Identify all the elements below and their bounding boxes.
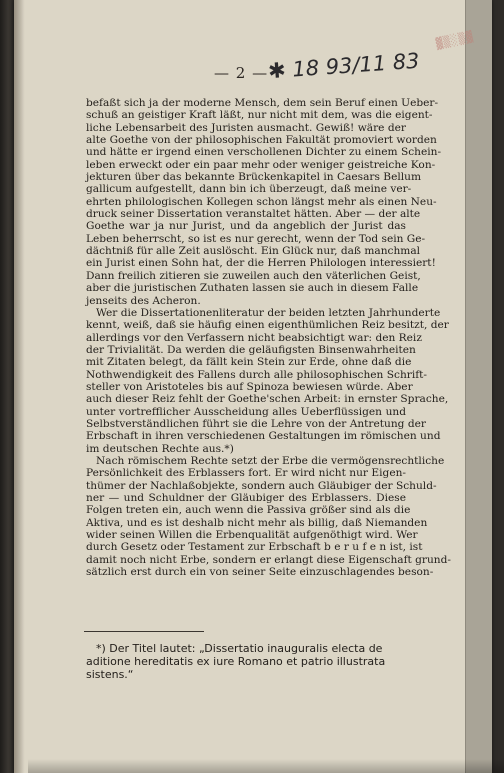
text-line: der Trivialität. Da werden die geläufigsten Binsenwahrheiten	[86, 343, 416, 356]
text-line: alte Goethe von der philosophischen Fakultät promoviert worden	[86, 134, 437, 147]
paragraph-2	[86, 306, 449, 455]
footnote-divider	[84, 631, 204, 632]
text-line: mit Zitaten belegt, da fällt kein Stein zur Erde, ohne daß die	[86, 356, 412, 369]
text-line: befaßt sich ja der moderne Mensch, dem sein Beruf einen Ueber-	[86, 97, 439, 109]
handwritten-annotation: ✱ 18 93/11 83	[267, 48, 421, 84]
adjacent-page-edge	[465, 0, 492, 773]
text-line: Nach römischem Rechte setzt der Erbe die vermögensrechtliche	[96, 454, 445, 467]
footnote-line: *) Der Titel lautet: „Dissertatio inauguralis electa de	[96, 642, 383, 655]
text-line: und hätte er irgend einen verschollenen Dichter zu einem Schein-	[86, 146, 442, 159]
text-line: Nothwendigkeit des Fallens durch alle philosophischen Schrift-	[86, 368, 427, 381]
text-line: Aktiva, und es ist deshalb nicht mehr als billig, daß Niemanden	[86, 516, 428, 529]
text-line: aber die juristischen Zuthaten lassen sie auch in diesem Falle	[86, 282, 419, 295]
text-line: Erbschaft in ihren verschiedenen Gestaltungen im römischen und	[86, 430, 441, 443]
page-number: — 2 —	[214, 64, 269, 82]
text-line: gallicum aufgestellt, dann bin ich überzeugt, daß meine ver-	[86, 183, 412, 196]
paragraph-3	[86, 454, 451, 579]
text-line: ner — und Schuldner der Gläubiger des Erblassers. Diese	[86, 492, 406, 504]
text-line: dächtniß für alle Zeit auslöscht. Ein Glück nur, daß manchmal	[86, 245, 421, 258]
text-line: steller von Aristoteles bis auf Spinoza bewiesen würde. Aber	[86, 380, 413, 393]
text-line: allerdings vor den Verfassern nicht beabsichtigt war: den Reiz	[86, 331, 422, 344]
text-line: damit noch nicht Erbe, sondern er erlangt diese Eigenschaft grund-	[86, 553, 451, 566]
body-text	[86, 97, 451, 579]
text-line: Persönlichkeit des Erblassers fort. Er wird nicht nur Eigen-	[86, 467, 406, 480]
paragraph-1	[86, 97, 442, 307]
text-line: Dann freilich zitieren sie zuweilen auch den väterlichen Geist,	[86, 269, 421, 282]
footnote-line: aditione hereditatis ex iure Romano et patrio illustrata	[86, 655, 386, 668]
text-line: jekturen über das bekannte Brückenkapitel in Caesars Bellum	[86, 171, 422, 184]
text-line: sätzlich erst durch ein von seiner Seite einzuschlagendes beson-	[86, 566, 434, 579]
text-line: ein Jurist einen Sohn hat, der die Herren Philologen interessiert!	[86, 257, 436, 270]
footnote-line: sistens.“	[86, 668, 134, 681]
text-line: kennt, weiß, daß sie häufig einen eigenthümlichen Reiz besitzt, der	[86, 319, 449, 332]
text-line: wider seinen Willen die Erbenqualität aufgenöthigt wird. Wer	[86, 529, 418, 542]
text-line: durch Gesetz oder Testament zur Erbschaft b e r u f e n ist, ist	[86, 541, 423, 554]
footnote	[86, 642, 416, 681]
text-line: im deutschen Rechte aus.*)	[86, 442, 234, 455]
text-line: Selbstverständlichen führt sie die Lehre von der Antretung der	[86, 417, 426, 430]
text-line: auch dieser Reiz fehlt der Goethe'schen Arbeit: in ernster Sprache,	[86, 393, 449, 406]
text-line: ehrten philologischen Kollegen schon längst mehr als einen Neu-	[86, 195, 437, 208]
text-line: thümer der Nachlaßobjekte, sondern auch Gläubiger der Schuld-	[86, 479, 437, 492]
text-line: druck seiner Dissertation veranstaltet hätten. Aber — der alte	[86, 208, 421, 221]
text-line: schuß an geistiger Kraft läßt, nur nicht mit dem, was die eigent-	[86, 109, 433, 122]
book-gutter	[0, 0, 14, 773]
text-line: jenseits des Acheron.	[86, 294, 201, 307]
text-line: unter vortrefflicher Ausscheidung alles Ueberflüssigen und	[86, 405, 406, 418]
text-line: Goethe war ja nur Jurist, und da angeblich der Jurist das	[86, 220, 406, 233]
text-line: Folgen treten ein, auch wenn die Passiva größer sind als die	[86, 504, 411, 517]
text-line: Leben beherrscht, so ist es nur gerecht, wenn der Tod sein Ge-	[86, 232, 426, 245]
page-bottom-shadow	[28, 759, 504, 773]
text-line: Wer die Dissertationenliteratur der beiden letzten Jahrhunderte	[96, 306, 441, 319]
text-line: leben erweckt oder ein paar mehr oder weniger geistreiche Kon-	[86, 158, 436, 171]
library-stamp: ▓▒░▒▓	[434, 29, 475, 51]
text-line: liche Lebensarbeit des Juristen ausmacht. Gewiß! wäre der	[86, 121, 406, 134]
page-fold-shadow	[14, 0, 24, 773]
